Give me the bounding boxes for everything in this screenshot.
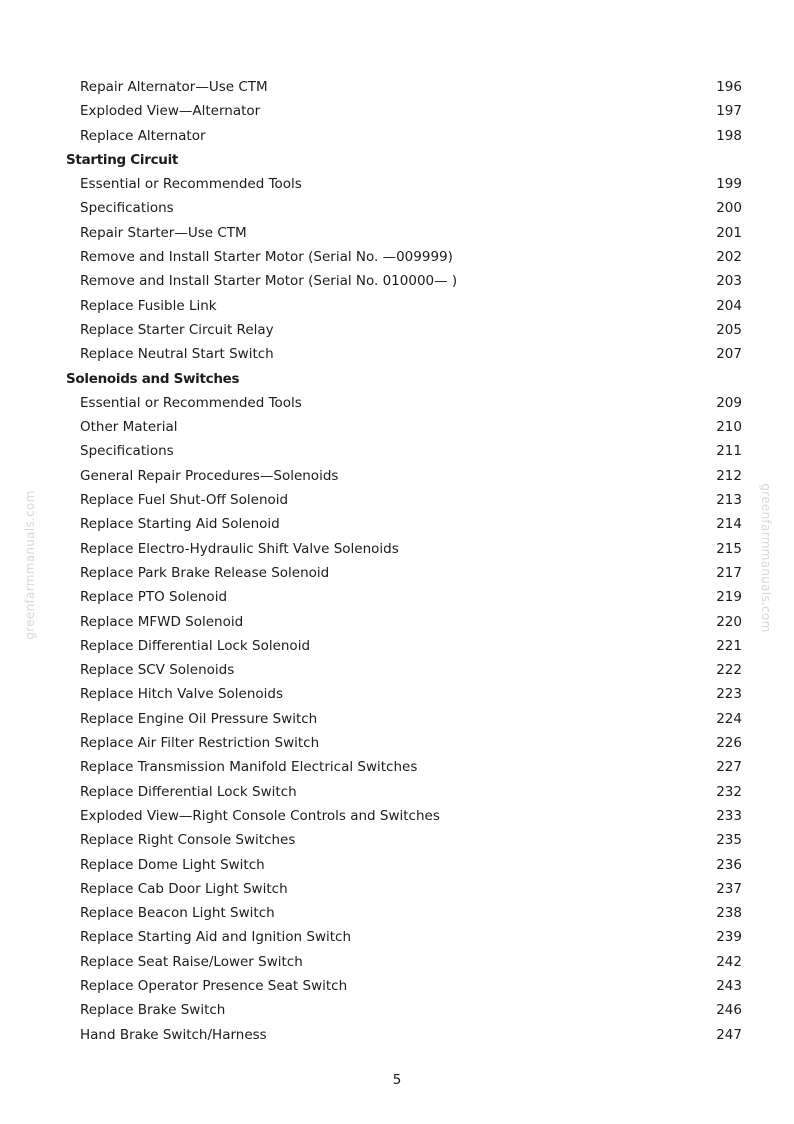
entry-page-number: 239 xyxy=(716,929,742,946)
entry-title: Replace Engine Oil Pressure Switch xyxy=(80,710,318,727)
entry-title: Replace Starting Aid Solenoid xyxy=(80,516,280,533)
entry-page-number: 242 xyxy=(716,953,742,970)
entry-title: Replace Beacon Light Switch xyxy=(80,905,275,922)
toc-entry[interactable] xyxy=(0,853,794,877)
entry-page-number: 212 xyxy=(716,467,742,484)
toc-entry[interactable] xyxy=(0,318,794,342)
toc-entry[interactable] xyxy=(0,464,794,488)
entry-title: Essential or Recommended Tools xyxy=(80,394,302,411)
entry-page-number: 224 xyxy=(716,710,742,727)
entry-title: Replace Brake Switch xyxy=(80,1002,226,1019)
entry-title: Replace Cab Door Light Switch xyxy=(80,880,288,897)
entry-title: Replace Air Filter Restriction Switch xyxy=(80,735,320,752)
entry-page-number: 243 xyxy=(716,977,742,994)
entry-page-number: 226 xyxy=(716,735,742,752)
entry-page-number: 214 xyxy=(716,516,742,533)
entry-title: Exploded View—Alternator xyxy=(80,103,261,120)
toc-entry[interactable] xyxy=(0,828,794,852)
entry-page-number: 201 xyxy=(716,224,742,241)
entry-page-number: 211 xyxy=(716,443,742,460)
section-title: Solenoids and Switches xyxy=(66,370,240,387)
toc-entry[interactable] xyxy=(0,707,794,731)
entry-title: Replace Starter Circuit Relay xyxy=(80,321,274,338)
entry-title: Repair Alternator—Use CTM xyxy=(80,79,268,95)
toc-entry[interactable] xyxy=(0,755,794,779)
toc-entry[interactable] xyxy=(0,998,794,1022)
entry-title: Replace Seat Raise/Lower Switch xyxy=(80,953,303,970)
toc-entry[interactable] xyxy=(0,99,794,123)
entry-page-number: 217 xyxy=(716,564,742,581)
entry-page-number: 199 xyxy=(716,176,742,193)
entry-page-number: 209 xyxy=(716,394,742,411)
toc-entry[interactable] xyxy=(0,634,794,658)
toc-entry[interactable] xyxy=(0,294,794,318)
entry-page-number: 202 xyxy=(716,249,742,266)
entry-title: Replace Starting Aid and Ignition Switch xyxy=(80,929,352,946)
table-of-contents xyxy=(0,75,794,1047)
entry-title: Replace Fuel Shut-Off Solenoid xyxy=(80,492,289,509)
entry-page-number: 204 xyxy=(716,297,742,314)
entry-title: Replace Electro-Hydraulic Shift Valve Solenoids xyxy=(80,540,399,557)
toc-entry[interactable] xyxy=(0,391,794,415)
entry-title: Replace Differential Lock Solenoid xyxy=(80,637,311,654)
entry-title: Replace PTO Solenoid xyxy=(80,589,228,606)
toc-entry[interactable] xyxy=(0,1023,794,1047)
entry-title: Replace MFWD Solenoid xyxy=(80,613,244,630)
toc-entry[interactable] xyxy=(0,950,794,974)
entry-page-number: 198 xyxy=(716,127,742,144)
entry-title: Replace Park Brake Release Solenoid xyxy=(80,564,330,581)
entry-page-number: 213 xyxy=(716,492,742,509)
toc-entry[interactable] xyxy=(0,196,794,220)
toc-entry[interactable] xyxy=(0,585,794,609)
entry-title: Specifications xyxy=(80,443,174,460)
watermark-right: greenfarmmanuals.com xyxy=(759,483,773,633)
toc-entry[interactable] xyxy=(0,512,794,536)
entry-title: Replace Differential Lock Switch xyxy=(80,783,297,800)
entry-title: Replace Hitch Valve Solenoids xyxy=(80,686,284,703)
toc-entry[interactable] xyxy=(0,439,794,463)
toc-entry[interactable] xyxy=(0,877,794,901)
entry-page-number: 235 xyxy=(716,832,742,849)
toc-entry[interactable] xyxy=(0,415,794,439)
entry-title: Hand Brake Switch/Harness xyxy=(80,1026,267,1043)
entry-page-number: 219 xyxy=(716,589,742,606)
entry-title: Replace Operator Presence Seat Switch xyxy=(80,977,348,994)
entry-title: Essential or Recommended Tools xyxy=(80,176,302,193)
toc-entry[interactable] xyxy=(0,75,794,99)
entry-page-number: 220 xyxy=(716,613,742,630)
toc-entry[interactable] xyxy=(0,561,794,585)
entry-page-number: 210 xyxy=(716,419,742,436)
entry-page-number: 233 xyxy=(716,807,742,824)
entry-title: Remove and Install Starter Motor (Serial No. 010000— ) xyxy=(80,273,458,290)
toc-entry[interactable] xyxy=(0,172,794,196)
page-number: 5 xyxy=(392,1072,402,1088)
entry-page-number: 221 xyxy=(716,637,742,654)
entry-title: Repair Starter—Use CTM xyxy=(80,224,247,241)
toc-entry[interactable] xyxy=(0,342,794,366)
toc-section-heading xyxy=(0,148,794,172)
entry-page-number: 246 xyxy=(716,1002,742,1019)
toc-entry[interactable] xyxy=(0,488,794,512)
toc-entry[interactable] xyxy=(0,731,794,755)
toc-entry[interactable] xyxy=(0,658,794,682)
entry-page-number: 223 xyxy=(716,686,742,703)
toc-entry[interactable] xyxy=(0,245,794,269)
toc-entry[interactable] xyxy=(0,682,794,706)
entry-page-number: 200 xyxy=(716,200,742,217)
entry-title: Replace Fusible Link xyxy=(80,297,217,314)
toc-entry[interactable] xyxy=(0,610,794,634)
entry-page-number: 205 xyxy=(716,321,742,338)
toc-section-heading xyxy=(0,367,794,391)
entry-title: Exploded View—Right Console Controls and Switches xyxy=(80,807,440,824)
toc-entry[interactable] xyxy=(0,537,794,561)
toc-entry[interactable] xyxy=(0,780,794,804)
toc-entry[interactable] xyxy=(0,269,794,293)
entry-page-number: 236 xyxy=(716,856,742,873)
entry-page-number: 196 xyxy=(716,79,742,95)
entry-page-number: 197 xyxy=(716,103,742,120)
entry-title: Replace Neutral Start Switch xyxy=(80,346,274,363)
entry-title: Replace SCV Solenoids xyxy=(80,662,235,679)
entry-title: Replace Right Console Switches xyxy=(80,832,296,849)
entry-page-number: 238 xyxy=(716,905,742,922)
entry-title: Replace Dome Light Switch xyxy=(80,856,265,873)
entry-page-number: 222 xyxy=(716,662,742,679)
toc-entry[interactable] xyxy=(0,124,794,148)
section-title: Starting Circuit xyxy=(66,151,179,168)
entry-page-number: 237 xyxy=(716,880,742,897)
entry-title: Remove and Install Starter Motor (Serial No. —009999) xyxy=(80,249,453,266)
entry-title: General Repair Procedures—Solenoids xyxy=(80,467,339,484)
entry-title: Replace Transmission Manifold Electrical Switches xyxy=(80,759,418,776)
entry-page-number: 227 xyxy=(716,759,742,776)
toc-entry[interactable] xyxy=(0,901,794,925)
toc-entry[interactable] xyxy=(0,804,794,828)
entry-title: Replace Alternator xyxy=(80,127,206,144)
toc-entry[interactable] xyxy=(0,974,794,998)
toc-entry[interactable] xyxy=(0,925,794,949)
entry-page-number: 232 xyxy=(716,783,742,800)
entry-page-number: 207 xyxy=(716,346,742,363)
entry-page-number: 247 xyxy=(716,1026,742,1043)
watermark-left: greenfarmmanuals.com xyxy=(23,490,37,640)
entry-title: Other Material xyxy=(80,419,178,436)
entry-page-number: 203 xyxy=(716,273,742,290)
entry-page-number: 215 xyxy=(716,540,742,557)
entry-title: Specifications xyxy=(80,200,174,217)
toc-entry[interactable] xyxy=(0,221,794,245)
